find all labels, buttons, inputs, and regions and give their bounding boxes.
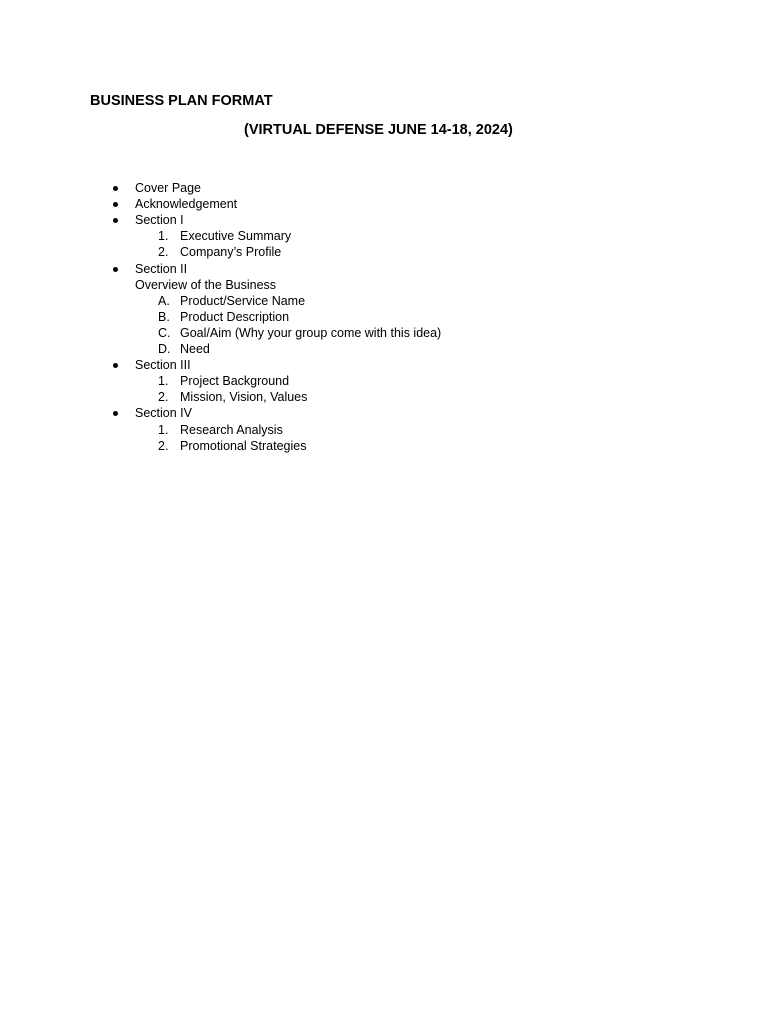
bullet-icon [113,363,118,368]
bullet-icon [113,411,118,416]
outline-sub-marker: 2. [158,390,169,405]
outline-item-text: Cover Page [135,181,202,195]
outline-sub-marker: B. [158,309,170,324]
outline-item-text: Section II [135,261,188,276]
document-subtitle: (VIRTUAL DEFENSE JUNE 14-18, 2024) [244,122,513,138]
outline-item-text: Executive Summary [180,229,292,244]
document-title: BUSINESS PLAN FORMAT [90,93,273,109]
outline-sub-marker: 1. [158,422,169,437]
outline-item-text: Goal/Aim (Why your group come with this idea) [180,325,442,340]
outline-item-text: Research Analysis [180,422,283,437]
bullet-icon [113,186,118,191]
outline-item-text: Section III [135,358,191,373]
outline-item-text: Acknowledgement [135,197,238,212]
outline-sub-marker: A. [158,293,170,308]
outline-item-text: Product Description [180,309,290,324]
outline-item-text: Promotional Strategies [180,438,307,453]
outline-item-text: Need [180,342,210,356]
outline-item-text: Section IV [135,406,192,421]
outline-sub-marker: 1. [158,229,169,244]
outline-sub-marker: 2. [158,438,169,453]
outline-sub-marker: 2. [158,245,169,260]
outline-sub-marker: C. [158,325,171,340]
outline-sub-marker: D. [158,342,171,356]
outline-sub-marker: 1. [158,374,169,389]
outline-item-text: Company’s Profile [180,245,282,260]
outline-item-text: Mission, Vision, Values [180,390,308,405]
bullet-icon [113,267,118,272]
outline-item-text: Overview of the Business [135,277,277,292]
bullet-icon [113,218,118,223]
outline-item-text: Product/Service Name [180,293,306,308]
outline-item-text: Section I [135,213,184,228]
bullet-icon [113,202,118,207]
outline-item-text: Project Background [180,374,290,389]
